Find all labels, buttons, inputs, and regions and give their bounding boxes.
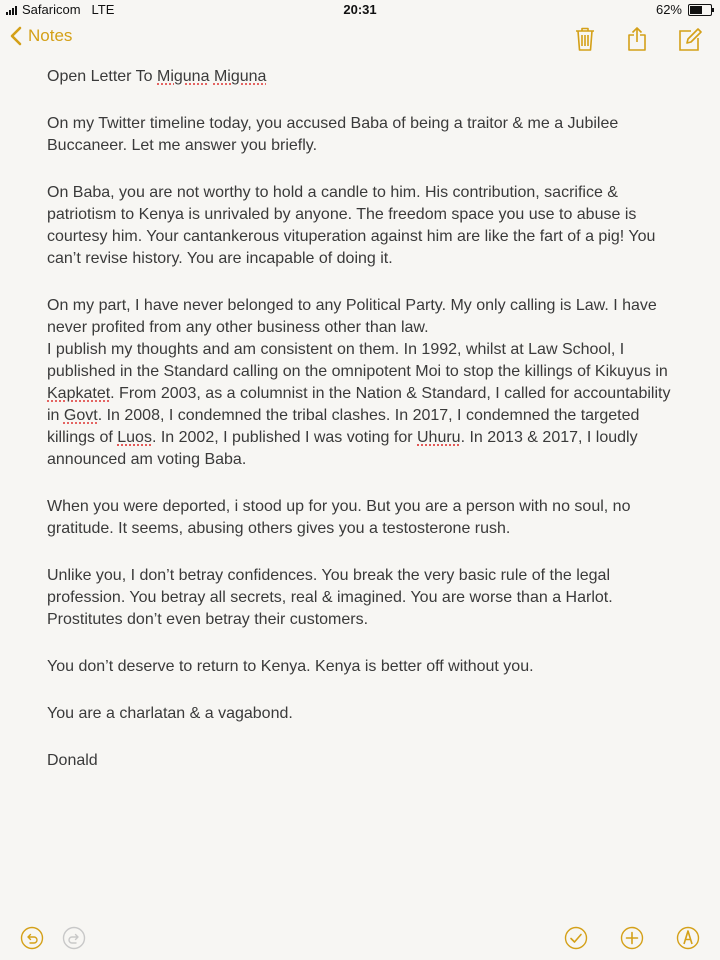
add-icon xyxy=(620,926,644,950)
carrier-name: Safaricom xyxy=(22,2,81,17)
undo-icon xyxy=(20,926,44,950)
compose-icon[interactable] xyxy=(678,26,702,52)
toolbar-right xyxy=(564,926,700,950)
note-paragraph: On my Twitter timeline today, you accused Baba of being a traitor & me a Jubilee Buccaneer. Let me answer you briefly. xyxy=(47,115,619,154)
checklist-icon xyxy=(564,926,588,950)
share-icon[interactable] xyxy=(626,26,648,52)
checklist-button[interactable] xyxy=(564,926,588,950)
toolbar-left xyxy=(20,926,86,950)
back-button[interactable] xyxy=(10,26,72,46)
chevron-left-icon xyxy=(10,26,22,46)
clock: 20:31 xyxy=(343,2,377,17)
note-paragraph: On Baba, you are not worthy to hold a candle to him. His contribution, sacrifice & patriotism to Kenya is unrivaled by anyone. The freedom space you use to abuse is courtesy him. Your cantankerous vituperation against him are like the fart of a pig! You can’t revise history. You are incapable of doing it. xyxy=(47,184,656,267)
redo-icon xyxy=(62,926,86,950)
note-paragraph: You don’t deserve to return to Kenya. Kenya is better off without you. xyxy=(47,658,534,675)
nav-actions xyxy=(574,26,702,52)
redo-button[interactable] xyxy=(62,926,86,950)
add-button[interactable] xyxy=(620,926,644,950)
markup-icon xyxy=(676,926,700,950)
battery-icon xyxy=(688,4,712,16)
note-title: Open Letter To Miguna Miguna xyxy=(47,68,267,85)
navigation-bar xyxy=(0,22,720,58)
trash-icon[interactable] xyxy=(574,26,596,52)
battery-percent: 62% xyxy=(655,2,682,17)
back-label: Notes xyxy=(28,26,73,45)
note-body[interactable] xyxy=(47,66,687,797)
note-paragraph: I publish my thoughts and am consistent on them. In 1992, whilst at Law School, I published in the Standard calling on the omnipotent Moi to stop the killings of Kikuyus in Kapkatet. From 2003, as a columnist in the Nation & Standard, I called for accountability in Govt. In 2008, I condemned the tribal clashes. In 2017, I condemned the targeted killings of Luos. In 2002, I published I was voting for Uhuru. In 2013 & 2017, I loudly announced am voting Baba. xyxy=(47,341,671,468)
bottom-toolbar xyxy=(0,916,720,960)
note-paragraph: On my part, I have never belonged to any Political Party. My only calling is Law. I have never profited from any other business other than law. xyxy=(47,297,657,336)
network-type: LTE xyxy=(91,2,115,17)
note-signature: Donald xyxy=(47,752,98,769)
markup-button[interactable] xyxy=(676,926,700,950)
undo-button[interactable] xyxy=(20,926,44,950)
note-paragraph: You are a charlatan & a vagabond. xyxy=(47,705,293,722)
status-right xyxy=(656,2,712,17)
note-paragraph: Unlike you, I don’t betray confidences. You break the very basic rule of the legal profession. You betray all secrets, real & imagined. You are worse than a Harlot. Prostitutes don’t even betray their customers. xyxy=(47,567,613,628)
status-bar xyxy=(0,0,720,20)
note-paragraph: When you were deported, i stood up for you. But you are a person with no soul, no gratitude. It seems, abusing others gives you a testosterone rush. xyxy=(47,498,631,537)
